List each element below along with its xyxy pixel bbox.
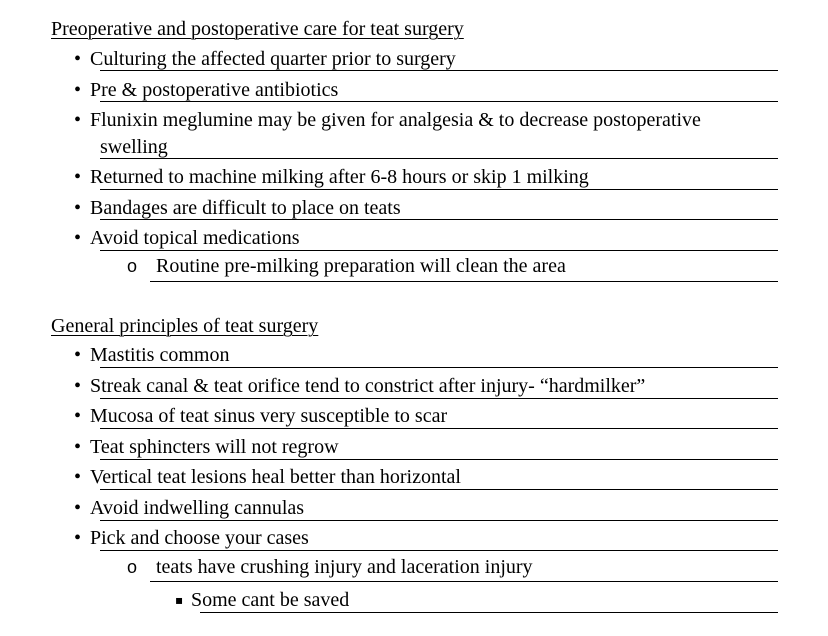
section-heading-general-principles: General principles of teat surgery bbox=[51, 315, 319, 337]
list-item-text: Returned to machine milking after 6-8 hours or skip 1 milking bbox=[90, 166, 589, 188]
ruled-line bbox=[100, 489, 778, 490]
ruled-line bbox=[200, 612, 778, 613]
list-item-text: Some cant be saved bbox=[191, 589, 350, 611]
list-item-text: teats have crushing injury and laceration injury bbox=[156, 556, 533, 578]
ruled-line bbox=[150, 581, 778, 582]
bullet-icon: • bbox=[74, 197, 82, 219]
bullet-icon: • bbox=[74, 527, 82, 549]
list-item-text: Teat sphincters will not regrow bbox=[90, 436, 339, 458]
ruled-line bbox=[100, 428, 778, 429]
ruled-line bbox=[100, 398, 778, 399]
bullet-icon: • bbox=[74, 109, 82, 131]
bullet-icon: • bbox=[74, 497, 82, 519]
square-bullet-icon: ▪ bbox=[175, 593, 184, 607]
bullet-icon: • bbox=[74, 227, 82, 249]
bullet-icon: • bbox=[74, 466, 82, 488]
ruled-line bbox=[100, 158, 778, 159]
ruled-line bbox=[150, 281, 778, 282]
list-item-text: Avoid indwelling cannulas bbox=[90, 497, 305, 519]
ruled-line bbox=[100, 219, 778, 220]
ruled-line bbox=[100, 70, 778, 71]
list-item-text: Pre & postoperative antibiotics bbox=[90, 79, 339, 101]
list-item-text: Avoid topical medications bbox=[90, 227, 300, 249]
bullet-icon: • bbox=[74, 344, 82, 366]
bullet-icon: • bbox=[74, 79, 82, 101]
hollow-bullet-icon: o bbox=[127, 557, 138, 577]
ruled-line bbox=[100, 367, 778, 368]
list-item-text: Culturing the affected quarter prior to surgery bbox=[90, 48, 456, 70]
bullet-icon: • bbox=[74, 48, 82, 70]
ruled-line bbox=[100, 189, 778, 190]
ruled-line bbox=[100, 101, 778, 102]
hollow-bullet-icon: o bbox=[127, 256, 138, 276]
bullet-icon: • bbox=[74, 166, 82, 188]
list-item-text: Mucosa of teat sinus very susceptible to scar bbox=[90, 405, 448, 427]
list-item-text: Routine pre-milking preparation will clean the area bbox=[156, 255, 566, 277]
list-item-text: Bandages are difficult to place on teats bbox=[90, 197, 401, 219]
list-item-text: Flunixin meglumine may be given for analgesia & to decrease postoperative bbox=[90, 109, 701, 131]
bullet-icon: • bbox=[74, 436, 82, 458]
list-item-text: Streak canal & teat orifice tend to constrict after injury- “hardmilker” bbox=[90, 375, 646, 397]
list-item-text: Vertical teat lesions heal better than horizontal bbox=[90, 466, 461, 488]
bullet-icon: • bbox=[74, 405, 82, 427]
section-heading-preoperative: Preoperative and postoperative care for teat surgery bbox=[51, 18, 464, 40]
list-item-text: Pick and choose your cases bbox=[90, 527, 309, 549]
bullet-icon: • bbox=[74, 375, 82, 397]
ruled-line bbox=[100, 550, 778, 551]
ruled-line bbox=[100, 459, 778, 460]
ruled-line bbox=[100, 520, 778, 521]
list-item-text: Mastitis common bbox=[90, 344, 230, 366]
list-item-text: swelling bbox=[100, 136, 168, 158]
ruled-line bbox=[100, 250, 778, 251]
